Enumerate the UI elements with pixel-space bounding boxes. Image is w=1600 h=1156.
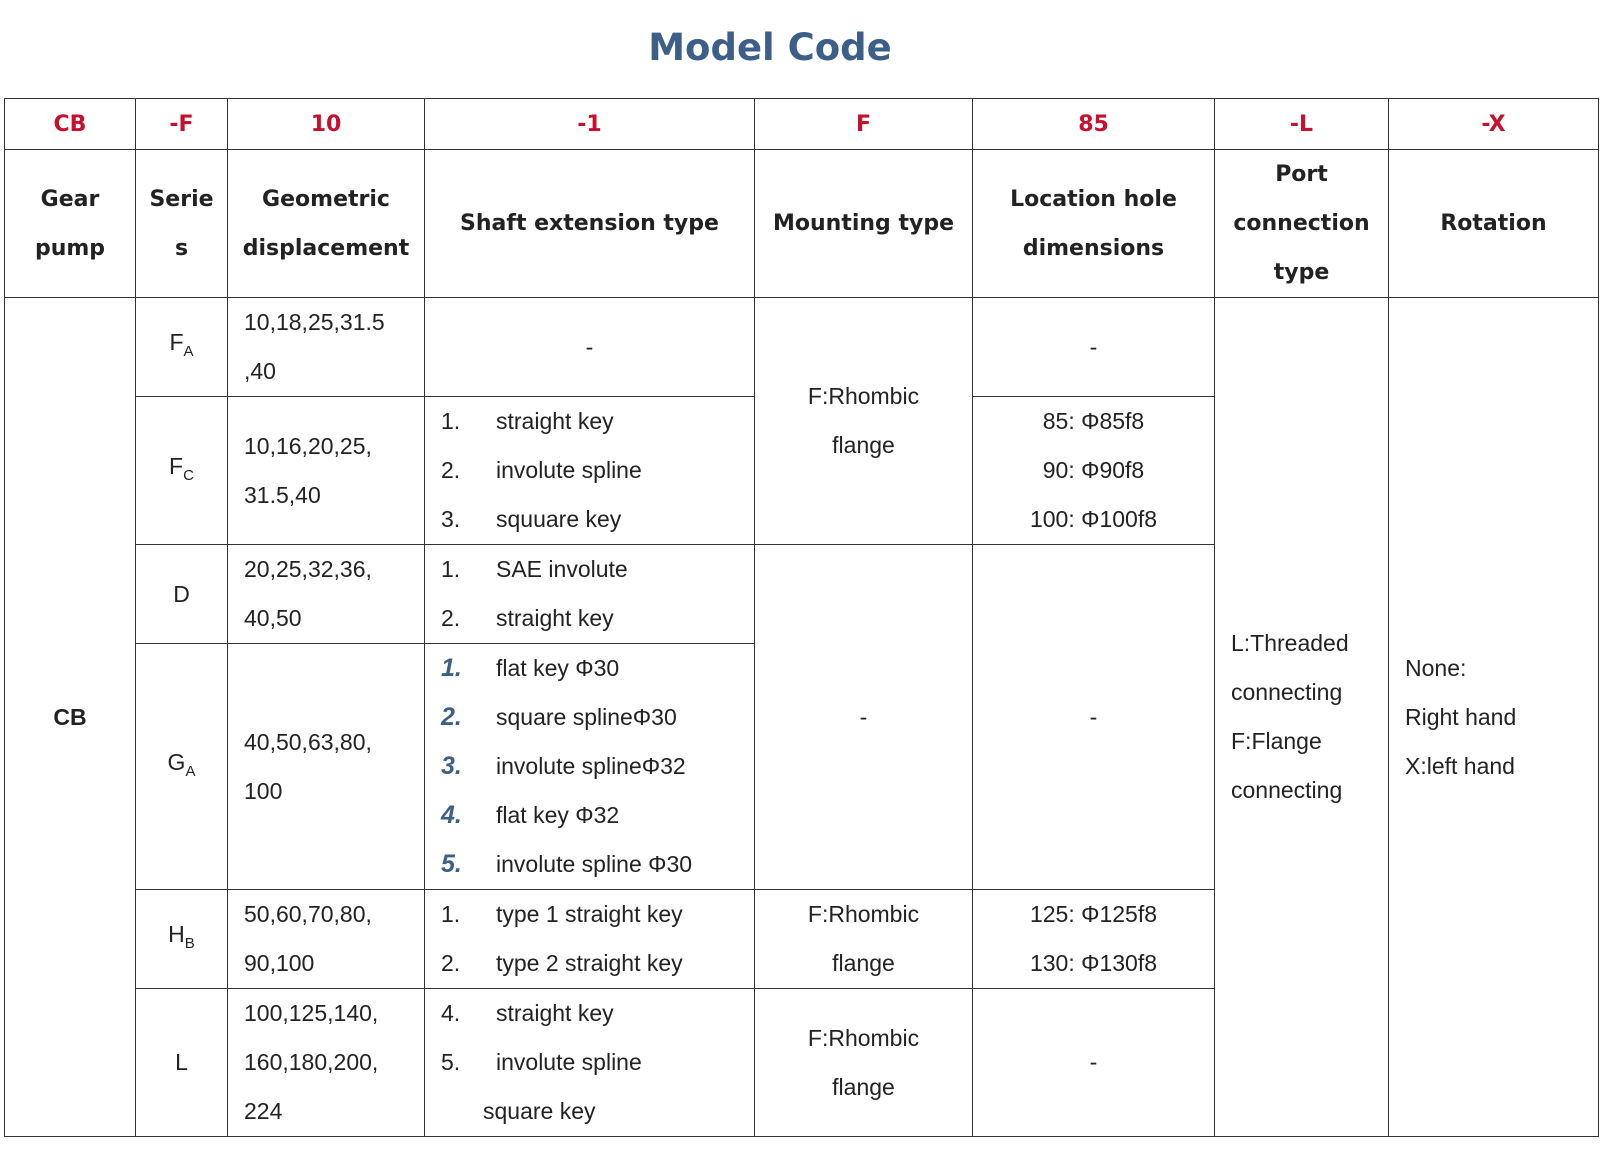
mounting-cell: F:Rhombic flange (755, 298, 973, 545)
displacement-cell: 20,25,32,36, 40,50 (228, 545, 425, 644)
list-item: 1. straight key (441, 408, 614, 434)
series-cell: L (136, 989, 228, 1137)
shaft-cell (425, 545, 755, 644)
displacement-cell: 100,125,140, 160,180,200, 224 (228, 989, 425, 1137)
mounting-cell: - (755, 545, 973, 890)
list-item: 2. square splineΦ30 (441, 703, 677, 731)
header-mounting: Mounting type (755, 150, 973, 298)
list-item: 1. SAE involute (441, 556, 628, 582)
shaft-cell (425, 890, 755, 989)
shaft-cell (425, 397, 755, 545)
location-cell: 85: Φ85f8 90: Φ90f8 100: Φ100f8 (973, 397, 1215, 545)
header-port: Port connection type (1215, 150, 1389, 298)
port-cell: L:Threaded connecting F:Flange connecting (1215, 298, 1389, 1137)
list-item: 2. involute spline (441, 457, 642, 483)
displacement-cell: 10,18,25,31.5 ,40 (228, 298, 425, 397)
code-cell: -L (1215, 99, 1389, 150)
header-displacement: Geometric displacement (228, 150, 425, 298)
code-cell: -X (1389, 99, 1599, 150)
list-item: square key (483, 1098, 596, 1124)
displacement-cell: 40,50,63,80, 100 (228, 644, 425, 890)
list-item: 2. type 2 straight key (441, 950, 683, 976)
code-cell: F (755, 99, 973, 150)
code-cell: 10 (228, 99, 425, 150)
code-cell: -1 (425, 99, 755, 150)
code-cell: CB (5, 99, 136, 150)
list-item: 2. straight key (441, 605, 614, 631)
table-row (5, 298, 1599, 397)
location-cell: - (973, 989, 1215, 1137)
location-cell: - (973, 298, 1215, 397)
series-cell: $F_A$ (136, 298, 228, 397)
list-item: 4. straight key (441, 1000, 614, 1026)
model-code-table (4, 98, 1599, 1137)
list-item: 5. involute spline Φ30 (441, 850, 693, 878)
header-rotation: Rotation (1389, 150, 1599, 298)
code-cell: 85 (973, 99, 1215, 150)
header-gear-pump: Gear pump (5, 150, 136, 298)
page-title: Model Code (648, 26, 892, 69)
header-location: Location hole dimensions (973, 150, 1215, 298)
mounting-cell: F:Rhombic flange (755, 989, 973, 1137)
list-item: 4. flat key Φ32 (441, 801, 620, 829)
series-cell: $F_C$ (136, 397, 228, 545)
list-item: 1. type 1 straight key (441, 901, 683, 927)
gear-pump-cell: CB (5, 298, 136, 1137)
displacement-cell: 50,60,70,80, 90,100 (228, 890, 425, 989)
list-item: 1. flat key Φ30 (441, 654, 620, 682)
series-cell: $G_A$ (136, 644, 228, 890)
location-cell: 125: Φ125f8 130: Φ130f8 (973, 890, 1215, 989)
shaft-cell (425, 989, 755, 1137)
mounting-cell: F:Rhombic flange (755, 890, 973, 989)
header-row (5, 150, 1599, 298)
code-row (5, 99, 1599, 150)
location-cell: - (973, 545, 1215, 890)
header-shaft: Shaft extension type (425, 150, 755, 298)
list-item: 5. involute spline (441, 1049, 642, 1075)
code-cell: -F (136, 99, 228, 150)
rotation-cell: None: Right hand X:left hand (1389, 298, 1599, 1137)
list-item: 3. involute splineΦ32 (441, 752, 686, 780)
shaft-cell (425, 644, 755, 890)
header-series: Serie s (136, 150, 228, 298)
shaft-cell: - (425, 298, 755, 397)
displacement-cell: 10,16,20,25, 31.5,40 (228, 397, 425, 545)
series-cell: D (136, 545, 228, 644)
series-cell: $H_B$ (136, 890, 228, 989)
list-item: 3. squuare key (441, 506, 622, 532)
